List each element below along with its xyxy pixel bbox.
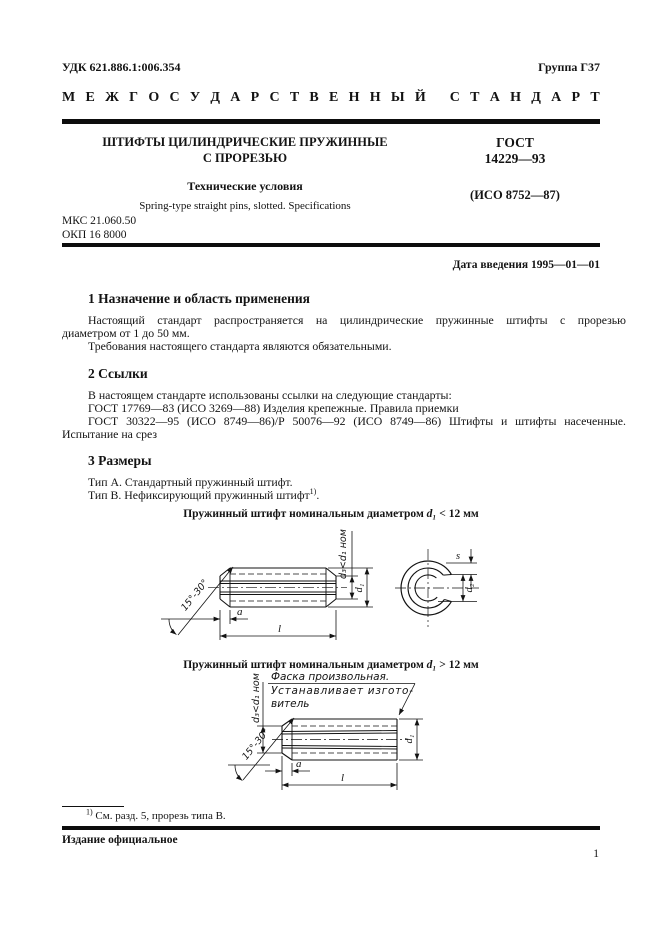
dim-d2-label: d₂ (464, 583, 475, 593)
chamfer-note-line2: Устанавливает изгото- (271, 685, 413, 697)
okp-code: ОКП 16 8000 (62, 228, 127, 241)
footnote-divider (62, 806, 124, 807)
type-a-line: Тип А. Стандартный пружинный штифт. (88, 475, 293, 489)
mks-code: МКС 21.060.50 (62, 215, 137, 227)
dim-d1-label: d₁ (354, 583, 365, 593)
introduction-date: Дата введения 1995—01—01 (452, 259, 600, 271)
document-title-line2: С ПРОРЕЗЬЮ (202, 151, 288, 165)
chamfer-note-line3: витель (271, 698, 310, 710)
title-block-left (62, 134, 428, 212)
footnote (86, 807, 226, 822)
figure-2-drawing (145, 668, 535, 804)
figure-2-caption-variable: d₁ (426, 659, 437, 671)
section-2-intro: В настоящем стандарте использованы ссылки на следующие стандарты: (88, 388, 452, 402)
pin-side-view (272, 719, 408, 760)
footnote-marker: 1) (86, 807, 93, 817)
dim-l-label: l (341, 772, 345, 784)
document-title-line1: ШТИФТЫ ЦИЛИНДРИЧЕСКИЕ ПРУЖИННЫЕ (102, 135, 388, 149)
figure-1-caption (62, 508, 600, 520)
section-2-heading: 2 Ссылки (88, 366, 148, 381)
dim-a-label: a (237, 606, 243, 618)
reference-item-continuation: Испытание на срез (62, 427, 158, 441)
chamfer-angle-label: 15°-30° (179, 577, 212, 614)
dim-l-label: l (278, 623, 282, 635)
figure-1-drawing (145, 527, 535, 657)
pin-side-view (208, 568, 347, 607)
standard-type-heading: М Е Ж Г О С У Д А Р С Т В Е Н Н Ы Й С Т А Н Д А Р Т (62, 90, 600, 105)
figure-2-caption-limit: > 12 мм (436, 659, 479, 671)
udk-code: УДК 621.886.1:006.354 (62, 60, 181, 74)
page-number: 1 (593, 848, 599, 860)
dim-s-label: s (455, 551, 461, 562)
figure-1-caption-variable: d₁ (426, 508, 437, 520)
top-codes-row (62, 60, 600, 75)
dim-a-label: a (296, 758, 302, 770)
section-1-paragraph-line: Требования настоящего стандарта являются обязательными. (88, 339, 392, 353)
figure-1-caption-text: Пружинный штифт номинальным диаметром (183, 508, 427, 520)
figure-1-caption-limit: < 12 мм (436, 508, 479, 520)
type-b-line (62, 489, 626, 502)
type-b-period: . (316, 488, 320, 502)
gost-label: ГОСТ (496, 135, 534, 150)
document-subtitle-english: Spring-type straight pins, slotted. Specifications (139, 200, 351, 212)
section-3-heading: 3 Размеры (88, 453, 152, 468)
gost-number: 14229—93 (484, 151, 546, 166)
iso-reference: (ИСО 8752—87) (470, 188, 560, 202)
official-edition-label: Издание официальное (62, 834, 178, 846)
dim-d3-label: d₃<d₁ ном (251, 673, 262, 723)
figure-2-caption-text: Пружинный штифт номинальным диаметром (183, 659, 427, 671)
type-b-footnote-marker: 1) (309, 487, 317, 497)
divider-title (62, 243, 600, 247)
type-b-text: Тип В. Нефиксирующий пружинный штифт (88, 488, 310, 502)
classification-codes (62, 215, 136, 242)
document-subtitle: Технические условия (187, 179, 303, 193)
title-block-right (430, 135, 600, 203)
chamfer-angle-label: 15°-30° (240, 726, 273, 763)
footnote-text: См. разд. 5, прорезь типа В. (92, 810, 226, 822)
divider-top (62, 119, 600, 124)
divider-footer (62, 826, 600, 830)
section-1-paragraph-line: Настоящий стандарт распространяется на цилиндрические пружинные штифты с прорезью (88, 313, 626, 327)
group-code: Группа Г37 (538, 60, 600, 74)
reference-item: ГОСТ 17769—83 (ИСО 3269—88) Изделия крепежные. Правила приемки (88, 401, 459, 415)
dim-d3-label: d₃<d₁ ном (338, 529, 349, 579)
reference-item: ГОСТ 30322—95 (ИСО 8749—86)/Р 50076—92 (ИСО 8749—86) Штифты и штифты насеченные. (88, 414, 626, 428)
section-1-paragraph-line: диаметром от 1 до 50 мм. (62, 326, 190, 340)
section-1-heading: 1 Назначение и область применения (88, 291, 310, 306)
dim-d1-label: d₁ (404, 734, 415, 744)
chamfer-note-line1: Фаска произвольная. (271, 671, 390, 683)
